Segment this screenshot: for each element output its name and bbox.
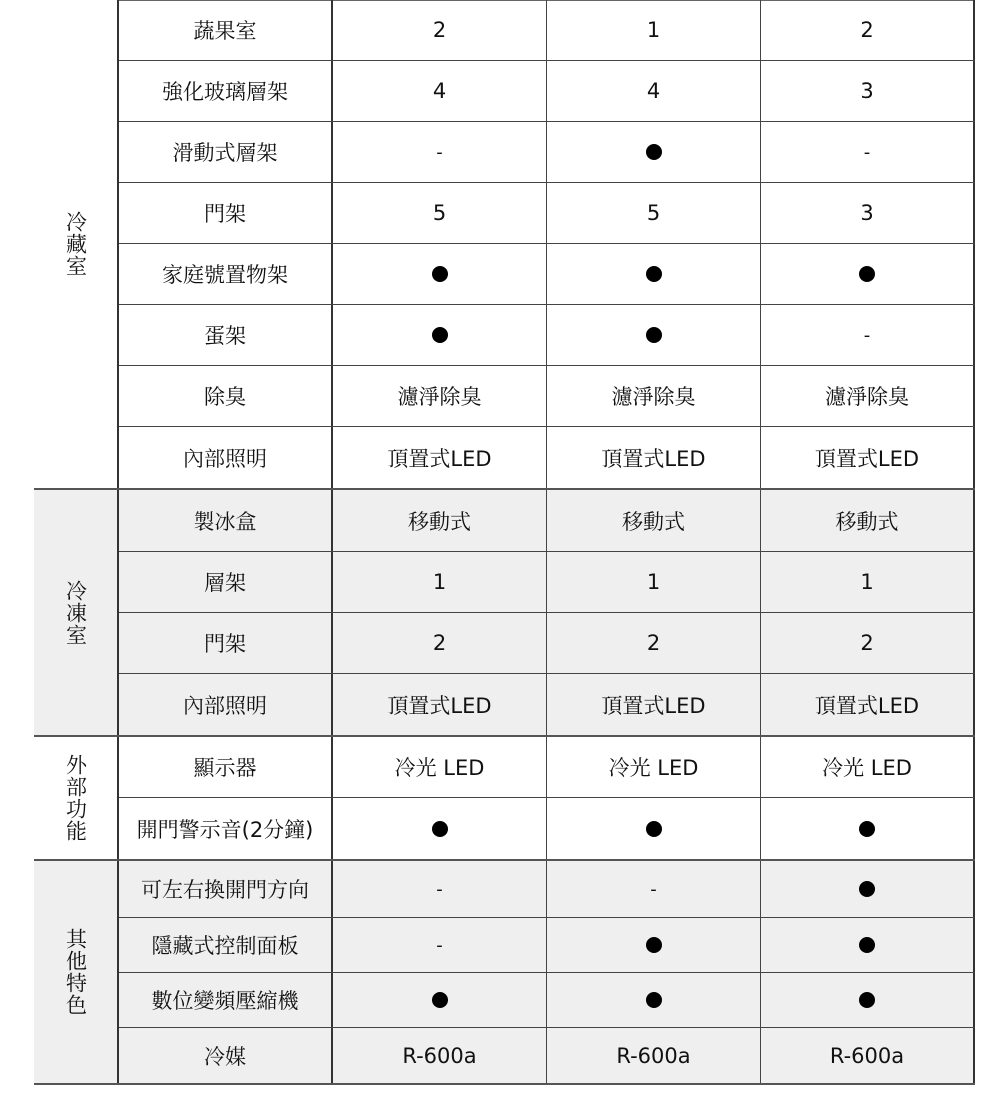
value-cell <box>761 737 975 797</box>
table-row <box>119 552 975 613</box>
table-row <box>119 366 975 427</box>
not-included-dash <box>333 861 547 917</box>
value-text: 5 <box>646 201 661 225</box>
value-cell <box>547 0 761 60</box>
value-text: - <box>863 141 871 163</box>
dot-icon <box>859 881 875 897</box>
feature-included-dot-icon <box>547 305 761 365</box>
feature-included-dot-icon <box>333 798 547 859</box>
value-text: 1 <box>432 570 447 594</box>
value-text: 移動式 <box>622 509 685 534</box>
value-cell <box>547 613 761 673</box>
table-row <box>119 61 975 122</box>
value-text: 4 <box>646 79 661 103</box>
feature-label: 滑動式層架 <box>119 122 333 182</box>
value-text: - <box>650 878 657 900</box>
feature-included-dot-icon <box>761 798 975 859</box>
table-section <box>34 737 975 861</box>
dot-icon <box>859 937 875 953</box>
section-category-label: 冷藏室 <box>63 211 88 277</box>
value-text: 3 <box>860 201 874 225</box>
value-cell <box>547 183 761 243</box>
value-cell <box>761 490 975 551</box>
value-cell <box>761 366 975 426</box>
value-text: 2 <box>646 631 661 655</box>
feature-label: 門架 <box>119 613 333 673</box>
value-text: 5 <box>432 201 447 225</box>
value-cell <box>333 613 547 673</box>
feature-label: 家庭號置物架 <box>119 244 333 304</box>
not-included-dash <box>761 122 975 182</box>
feature-label: 內部照明 <box>119 427 333 488</box>
value-cell <box>333 0 547 60</box>
table-row <box>119 305 975 366</box>
dot-icon <box>646 327 662 343</box>
feature-label: 製冰盒 <box>119 490 333 551</box>
value-text: 頂置式LED <box>387 446 492 471</box>
feature-label: 內部照明 <box>119 674 333 735</box>
feature-label: 數位變頻壓縮機 <box>119 973 333 1027</box>
value-cell <box>547 552 761 612</box>
feature-included-dot-icon <box>547 973 761 1027</box>
value-text: 頂置式LED <box>601 446 706 471</box>
section-category <box>34 490 119 735</box>
value-text: R-600a <box>829 1043 905 1068</box>
value-text: - <box>436 934 443 956</box>
table-section <box>34 861 975 1085</box>
feature-included-dot-icon <box>547 244 761 304</box>
value-text: - <box>436 141 443 163</box>
feature-included-dot-icon <box>761 973 975 1027</box>
dot-icon <box>432 821 448 837</box>
dot-icon <box>432 992 448 1008</box>
value-cell <box>333 737 547 797</box>
table-row <box>119 183 975 244</box>
table-row <box>119 490 975 552</box>
value-cell <box>761 674 975 735</box>
value-cell <box>547 427 761 488</box>
table-row <box>119 861 975 918</box>
table-row <box>119 0 975 61</box>
value-text: 1 <box>860 570 874 594</box>
value-text: R-600a <box>402 1043 477 1068</box>
feature-label: 可左右換開門方向 <box>119 861 333 917</box>
table-row <box>119 737 975 798</box>
feature-included-dot-icon <box>333 973 547 1027</box>
table-row <box>119 427 975 488</box>
not-included-dash <box>333 918 547 972</box>
value-cell <box>761 61 975 121</box>
feature-included-dot-icon <box>547 918 761 972</box>
feature-included-dot-icon <box>333 305 547 365</box>
value-cell <box>333 427 547 488</box>
dot-icon <box>432 266 448 282</box>
dot-icon <box>646 821 662 837</box>
feature-label: 開門警示音(2分鐘) <box>119 798 333 859</box>
dot-icon <box>646 937 662 953</box>
dot-icon <box>646 992 662 1008</box>
value-text: 頂置式LED <box>814 693 920 718</box>
value-cell <box>547 1028 761 1083</box>
section-category <box>34 861 119 1083</box>
value-cell <box>333 552 547 612</box>
feature-label: 顯示器 <box>119 737 333 797</box>
value-text: 冷光 LED <box>394 756 485 780</box>
feature-label: 蛋架 <box>119 305 333 365</box>
value-text: 濾淨除臭 <box>611 385 696 409</box>
dot-icon <box>432 327 448 343</box>
value-cell <box>333 183 547 243</box>
value-cell <box>761 613 975 673</box>
section-category-label: 冷凍室 <box>63 579 88 646</box>
value-cell <box>547 366 761 426</box>
value-cell <box>547 61 761 121</box>
table-row <box>119 1028 975 1083</box>
value-cell <box>761 552 975 612</box>
table-section <box>34 490 975 737</box>
value-text: 頂置式LED <box>814 446 920 471</box>
value-text: - <box>863 324 871 346</box>
dot-icon <box>646 144 662 160</box>
table-row <box>119 122 975 183</box>
value-cell <box>333 366 547 426</box>
dot-icon <box>859 992 875 1008</box>
value-text: 冷光 LED <box>822 756 912 780</box>
value-text: 4 <box>432 79 447 103</box>
value-text: 3 <box>860 79 874 103</box>
value-cell <box>761 427 975 488</box>
not-included-dash <box>333 122 547 182</box>
table-row <box>119 613 975 674</box>
table-row <box>119 973 975 1028</box>
value-text: 2 <box>432 631 447 655</box>
feature-included-dot-icon <box>761 244 975 304</box>
feature-label: 除臭 <box>119 366 333 426</box>
feature-label: 門架 <box>119 183 333 243</box>
value-text: 移動式 <box>408 509 471 534</box>
value-text: 1 <box>646 570 661 594</box>
value-text: 2 <box>860 631 874 655</box>
feature-included-dot-icon <box>547 798 761 859</box>
value-cell <box>761 0 975 60</box>
value-cell <box>547 737 761 797</box>
feature-included-dot-icon <box>761 918 975 972</box>
table-row <box>119 918 975 973</box>
section-category <box>34 737 119 859</box>
table-row <box>119 244 975 305</box>
table-row <box>119 798 975 859</box>
value-cell <box>333 674 547 735</box>
value-text: - <box>436 878 443 900</box>
value-text: R-600a <box>616 1043 691 1068</box>
value-cell <box>333 1028 547 1083</box>
feature-label: 強化玻璃層架 <box>119 61 333 121</box>
section-category-label: 其他特色 <box>63 928 88 1016</box>
feature-label: 蔬果室 <box>119 0 333 60</box>
value-text: 1 <box>646 18 661 42</box>
value-cell <box>761 1028 975 1083</box>
feature-label: 冷媒 <box>119 1028 333 1083</box>
value-cell <box>333 490 547 551</box>
value-cell <box>333 61 547 121</box>
not-included-dash <box>761 305 975 365</box>
feature-included-dot-icon <box>761 861 975 917</box>
section-category-label: 外部功能 <box>63 754 88 842</box>
not-included-dash <box>547 861 761 917</box>
feature-label: 層架 <box>119 552 333 612</box>
feature-label: 隱藏式控制面板 <box>119 918 333 972</box>
spec-table <box>34 0 975 1085</box>
table-section <box>34 0 975 490</box>
value-text: 頂置式LED <box>387 693 492 718</box>
value-text: 2 <box>860 18 874 42</box>
value-cell <box>761 183 975 243</box>
value-cell <box>547 674 761 735</box>
value-text: 移動式 <box>835 509 899 534</box>
value-text: 2 <box>432 18 447 42</box>
feature-included-dot-icon <box>547 122 761 182</box>
value-text: 頂置式LED <box>601 693 706 718</box>
table-row <box>119 674 975 735</box>
feature-included-dot-icon <box>333 244 547 304</box>
dot-icon <box>646 266 662 282</box>
dot-icon <box>859 821 875 837</box>
value-text: 濾淨除臭 <box>397 385 482 409</box>
value-text: 濾淨除臭 <box>825 385 909 409</box>
section-category <box>34 0 119 488</box>
value-text: 冷光 LED <box>608 756 699 780</box>
value-cell <box>547 490 761 551</box>
dot-icon <box>859 266 875 282</box>
